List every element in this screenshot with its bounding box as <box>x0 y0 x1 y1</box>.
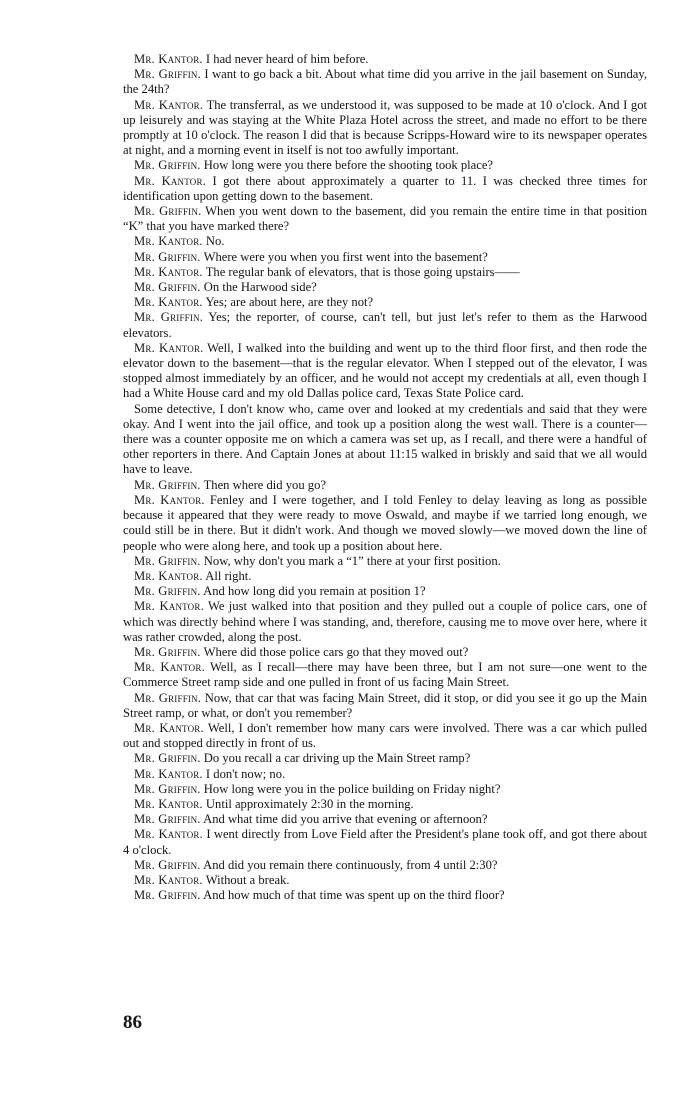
speaker-label: Mr. Kantor. <box>134 766 203 781</box>
transcript-paragraph <box>123 493 647 554</box>
paragraph-text: Well, I walked into the building and went up to the third floor first, and then rode the elevator down to the basement—that is the regular elevator. When I stepped out of the elevator, I was stopped almost immediately by an officer, and he would not accept my credentials at all, even though I had a White House card and my old Dallas police card, Texas State Police card. <box>123 340 647 401</box>
speaker-label: Mr. Kantor. <box>134 97 204 112</box>
speaker-label: Mr. Kantor. <box>134 340 204 355</box>
page-number: 86 <box>123 1012 142 1033</box>
paragraph-text: Fenley and I were together, and I told Fenley to delay leaving as long as possible because it appeared that they were ready to move Oswald, and maybe if we tarried long enough, we could still be in there. But it didn't work. And though we moved slowly—we moved down the line of people who were along here, and took up a position about here. <box>123 492 647 553</box>
speaker-label: Mr. Griffin. <box>134 888 201 903</box>
paragraph-text: And how long did you remain at position 1? <box>200 584 426 599</box>
transcript-paragraph <box>123 858 647 873</box>
paragraph-text: Do you recall a car driving up the Main Street ramp? <box>200 751 471 766</box>
paragraph-text: How long were you there before the shooting took place? <box>200 158 494 173</box>
paragraph-text: Without a break. <box>202 872 290 887</box>
paragraph-text: Well, I don't remember how many cars were involved. There was a car which pulled out and stopped directly in front of us. <box>123 720 647 751</box>
speaker-label: Mr. Griffin. <box>134 553 201 568</box>
paragraph-text: Then where did you go? <box>200 477 326 492</box>
paragraph-text: We just walked into that position and they pulled out a couple of police cars, one of which was directly behind where I was standing, and, therefore, causing me to move over here, where it was rather crowded, along the post. <box>123 599 647 644</box>
speaker-label: Mr. Kantor. <box>134 568 203 583</box>
paragraph-text: Yes; the reporter, of course, can't tell, but just let's refer to them as the Harwood elevators. <box>123 310 648 340</box>
transcript-paragraph <box>123 873 647 888</box>
speaker-label: Mr. Kantor. <box>134 660 205 675</box>
transcript-paragraph <box>123 158 647 173</box>
transcript-paragraph <box>123 721 647 751</box>
paragraph-text: Now, that car that was facing Main Street, did it stop, or did you see it go up the Main Street ramp, or what, or don't you remember? <box>123 690 647 720</box>
speaker-label: Mr. Kantor. <box>134 295 203 310</box>
speaker-label: Mr. Griffin. <box>134 812 201 827</box>
transcript-paragraph <box>123 599 647 645</box>
paragraph-text: Where did those police cars go that they moved out? <box>200 644 469 659</box>
paragraph-text: I want to go back a bit. About what time did you arrive in the jail basement on Sunday, the 24th? <box>123 67 647 97</box>
transcript-paragraph <box>123 888 647 903</box>
transcript-paragraph <box>123 234 647 249</box>
paragraph-text: Now, why don't you mark a “1” there at your first position. <box>200 553 501 568</box>
transcript-paragraph <box>123 280 647 295</box>
paragraph-text: Some detective, I don't know who, came over and looked at my credentials and said that they were okay. And I went into the jail office, and took up a position along the west wall. There is a counter—there was a counter opposite me on which a camera was set up, as I recall, and there were a handful of other reporters in there. And Captain Jones at about 11:15 walked in briskly and said that we all would have to leave. <box>123 401 647 477</box>
transcript-paragraph <box>123 341 647 402</box>
transcript-paragraph <box>123 402 647 478</box>
transcript-paragraph <box>123 204 647 234</box>
transcript-paragraph <box>123 660 647 690</box>
transcript-paragraph <box>123 645 647 660</box>
speaker-label: Mr. Griffin. <box>134 158 201 173</box>
speaker-label: Mr. Griffin. <box>134 781 201 796</box>
paragraph-text: On the Harwood side? <box>200 280 317 295</box>
transcript-paragraph <box>123 782 647 797</box>
paragraph-text: Well, as I recall—there may have been three, but I am not sure—one went to the Commerce Street ramp side and one pulled in front of us facing Main Street. <box>123 660 647 690</box>
transcript-paragraph <box>123 98 647 159</box>
transcript-paragraph <box>123 751 647 766</box>
speaker-label: Mr. Griffin. <box>134 310 204 325</box>
transcript-paragraph <box>123 265 647 280</box>
speaker-label: Mr. Griffin. <box>134 857 201 872</box>
paragraph-text: Until approximately 2:30 in the morning. <box>202 796 414 811</box>
paragraph-text: Where were you when you first went into the basement? <box>200 249 488 264</box>
paragraph-text: I went directly from Love Field after the President's plane took off, and got there about 4 o'clock. <box>123 827 647 857</box>
transcript-paragraph <box>123 250 647 265</box>
speaker-label: Mr. Kantor. <box>134 492 205 507</box>
paragraph-text: When you went down to the basement, did you remain the entire time in that position “K” that you have marked there? <box>123 204 647 234</box>
transcript-paragraph <box>123 174 647 204</box>
paragraph-text: And did you remain there continuously, from 4 until 2:30? <box>200 857 498 872</box>
transcript-body <box>123 52 647 903</box>
paragraph-text: And what time did you arrive that evening or afternoon? <box>200 812 488 827</box>
transcript-paragraph <box>123 797 647 812</box>
paragraph-text: All right. <box>202 568 252 583</box>
speaker-label: Mr. Griffin. <box>134 690 202 705</box>
transcript-paragraph <box>123 310 647 340</box>
speaker-label: Mr. Griffin. <box>134 584 201 599</box>
speaker-label: Mr. Griffin. <box>134 644 201 659</box>
speaker-label: Mr. Kantor. <box>134 720 204 735</box>
transcript-paragraph <box>123 812 647 827</box>
transcript-paragraph <box>123 767 647 782</box>
speaker-label: Mr. Kantor. <box>134 234 203 249</box>
paragraph-text: And how much of that time was spent up on the third floor? <box>200 888 505 903</box>
transcript-paragraph <box>123 691 647 721</box>
paragraph-text: How long were you in the police building on Friday night? <box>200 781 501 796</box>
transcript-paragraph <box>123 584 647 599</box>
paragraph-text: Yes; are about here, are they not? <box>202 295 374 310</box>
transcript-paragraph <box>123 478 647 493</box>
speaker-label: Mr. Griffin. <box>134 477 201 492</box>
speaker-label: Mr. Kantor. <box>134 872 203 887</box>
speaker-label: Mr. Kantor. <box>134 827 203 842</box>
paragraph-text: The regular bank of elevators, that is those going upstairs—— <box>202 264 520 279</box>
speaker-label: Mr. Kantor. <box>134 599 204 614</box>
speaker-label: Mr. Griffin. <box>134 280 201 295</box>
paragraph-text: I got there about approximately a quarter to 11. I was checked three times for identification upon getting down to the basement. <box>123 173 648 203</box>
speaker-label: Mr. Kantor. <box>134 264 203 279</box>
paragraph-text: I had never heard of him before. <box>202 52 369 66</box>
paragraph-text: No. <box>202 234 225 249</box>
paragraph-text: I don't now; no. <box>202 766 286 781</box>
speaker-label: Mr. Griffin. <box>134 751 201 766</box>
transcript-paragraph <box>123 554 647 569</box>
transcript-paragraph <box>123 827 647 857</box>
speaker-label: Mr. Griffin. <box>134 67 201 82</box>
transcript-paragraph <box>123 52 647 67</box>
transcript-paragraph <box>123 295 647 310</box>
transcript-paragraph <box>123 67 647 97</box>
paragraph-text: The transferral, as we understood it, was supposed to be made at 10 o'clock. And I got up leisurely and was staying at the White Plaza Hotel across the street, and made no effort to be there promptly at 10 o'clock. The reason I did that is because Scripps-Howard wire to its newspaper operates at night, and a morning event in itself is not too awfully important. <box>123 97 647 158</box>
speaker-label: Mr. Kantor. <box>134 52 203 66</box>
transcript-paragraph <box>123 569 647 584</box>
speaker-label: Mr. Kantor. <box>134 796 203 811</box>
speaker-label: Mr. Kantor. <box>134 173 207 188</box>
speaker-label: Mr. Griffin. <box>134 204 202 219</box>
speaker-label: Mr. Griffin. <box>134 249 201 264</box>
